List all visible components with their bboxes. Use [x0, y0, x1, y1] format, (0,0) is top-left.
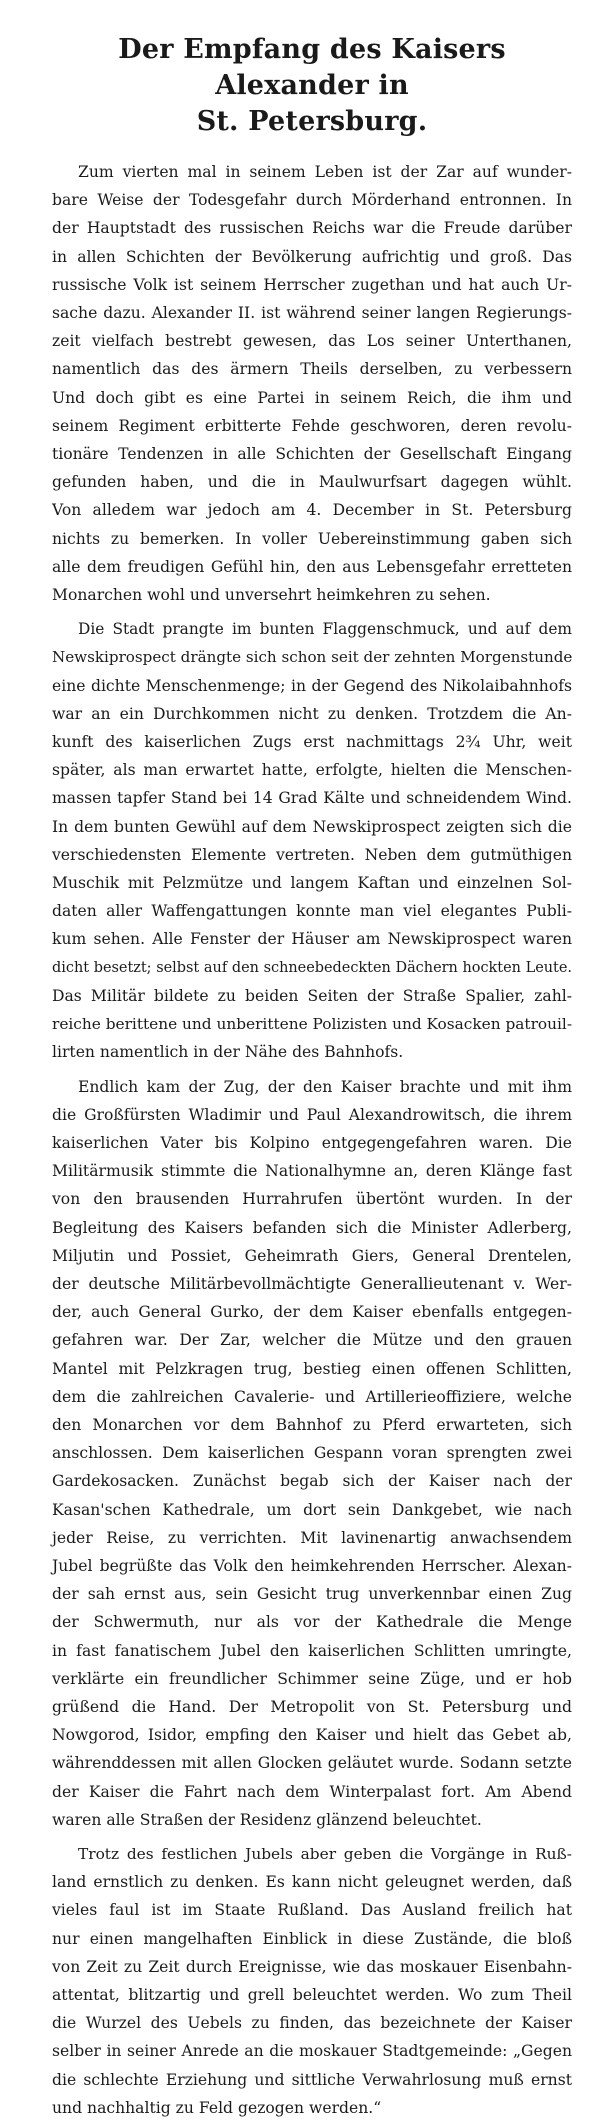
- text-line: Mantel mit Pelzkragen trug, bestieg einen offenen Schlitten,: [52, 1359, 572, 1378]
- text-line: Und doch gibt es eine Partei in seinem Reich, die ihm und: [52, 388, 572, 407]
- text-line: in fast fanatischem Jubel den kaiserlichen Schlitten umringte,: [52, 1641, 572, 1660]
- text-line: Die Stadt prangte im bunten Flaggenschmuck, und auf dem: [78, 620, 572, 639]
- text-line: kunft des kaiserlichen Zugs erst nachmittags 2¾ Uhr, weit: [52, 733, 572, 752]
- text-line: war an ein Durchkommen nicht zu denken. Trotzdem die An-: [52, 704, 572, 723]
- text-line: reiche berittene und unberittene Polizisten und Kosacken patrouil-: [52, 1015, 572, 1034]
- text-line: grüßend die Hand. Der Metropolit von St. Petersburg und: [52, 1697, 572, 1716]
- text-line: seinem Regiment erbitterte Fehde geschworen, deren revolu-: [52, 416, 572, 435]
- text-line: alle dem freudigen Gefühl hin, den aus Lebensgefahr erretteten: [52, 557, 572, 576]
- text-line: Von alledem war jedoch am 4. December in St. Petersburg: [52, 501, 572, 520]
- text-line: bare Weise der Todesgefahr durch Mörderhand entronnen. In: [52, 191, 572, 210]
- text-line: die Großfürsten Wladimir und Paul Alexandrowitsch, die ihrem: [52, 1105, 572, 1124]
- text-line: die Wurzel des Uebels zu finden, das bezeichnete der Kaiser: [52, 2014, 572, 2033]
- text-line: land ernstlich zu denken. Es kann nicht geleugnet werden, daß: [52, 1873, 572, 1892]
- text-line: währenddessen mit allen Glocken geläutet wurde. Sodann setzte: [52, 1754, 572, 1773]
- text-line: nur einen mangelhaften Einblick in diese Zustände, die bloß: [52, 1929, 572, 1948]
- text-line: jeder Reise, zu verrichten. Mit lavinenartig anwachsendem: [52, 1528, 572, 1547]
- text-line: tionäre Tendenzen in alle Schichten der Gesellschaft Eingang: [52, 445, 572, 464]
- text-line: in allen Schichten der Bevölkerung aufrichtig und groß. Das: [52, 247, 572, 266]
- text-line: Endlich kam der Zug, der den Kaiser brachte und mit ihm: [78, 1077, 572, 1096]
- text-line: kum sehen. Alle Fenster der Häuser am Newskiprospect waren: [52, 930, 572, 949]
- title-line: Der Empfang des Kaisers Alexander in: [118, 34, 506, 101]
- text-line: Das Militär bildete zu beiden Seiten der Straße Spalier, zahl-: [52, 986, 572, 1005]
- text-line: dicht besetzt; selbst auf den schneebedeckten Dächern hockten Leute.: [52, 959, 572, 976]
- text-line: von den brausenden Hurrahrufen übertönt wurden. In der: [52, 1190, 572, 1209]
- text-line: Monarchen wohl und unversehrt heimkehren zu sehen.: [52, 586, 491, 605]
- article-paragraph: [52, 615, 572, 1066]
- text-line: In dem bunten Gewühl auf dem Newskiprospect zeigten sich die: [52, 817, 572, 836]
- text-line: Jubel begrüßte das Volk den heimkehrenden Herrscher. Alexan-: [52, 1556, 572, 1575]
- text-line: Kasan'schen Kathedrale, um dort sein Dankgebet, wie nach: [52, 1500, 572, 1519]
- text-line: nichts zu bemerken. In voller Uebereinstimmung gaben sich: [52, 529, 572, 548]
- text-line: von Zeit zu Zeit durch Ereignisse, wie das moskauer Eisenbahn-: [52, 1957, 572, 1976]
- text-line: Gardekosacken. Zunächst begab sich der Kaiser nach der: [52, 1472, 572, 1491]
- article-body: [52, 158, 572, 2122]
- article-paragraph: [52, 1840, 572, 2122]
- text-line: massen tapfer Stand bei 14 Grad Kälte und schneidendem Wind.: [52, 789, 572, 808]
- text-line: Militärmusik stimmte die Nationalhymne an, deren Klänge fast: [52, 1162, 572, 1181]
- text-line: Newskiprospect drängte sich schon seit der zehnten Morgenstunde: [52, 648, 573, 667]
- text-line: daten aller Waffengattungen konnte man viel elegantes Publi-: [52, 902, 572, 921]
- text-line: eine dichte Menschenmenge; in der Gegend des Nikolaibahnhofs: [52, 676, 572, 695]
- text-line: zeit vielfach bestrebt gewesen, das Los seiner Unterthanen,: [52, 332, 572, 351]
- text-line: selber in seiner Anrede an die moskauer Stadtgemeinde: „Gegen: [52, 2042, 572, 2061]
- text-line: gefahren war. Der Zar, welcher die Mütze und den grauen: [52, 1331, 572, 1350]
- text-line: der sah ernst aus, sein Gesicht trug unverkennbar einen Zug: [52, 1585, 572, 1604]
- text-line: gefunden haben, und die in Maulwurfsart dagegen wühlt.: [52, 473, 572, 492]
- text-line: der, auch General Gurko, der dem Kaiser ebenfalls entgegen-: [52, 1303, 572, 1322]
- text-line: anschlossen. Dem kaiserlichen Gespann voran sprengten zwei: [52, 1444, 572, 1463]
- text-line: verklärte ein freundlicher Schimmer seine Züge, und er hob: [52, 1669, 572, 1688]
- text-line: der Schwermuth, nur als vor der Kathedrale die Menge: [52, 1613, 572, 1632]
- title-line: St. Petersburg.: [196, 106, 428, 137]
- text-line: der deutsche Militärbevollmächtigte Generallieutenant v. Wer-: [52, 1274, 572, 1293]
- text-line: Muschik mit Pelzmütze und langem Kaftan und einzelnen Sol-: [52, 874, 572, 893]
- text-line: attentat, blitzartig und grell beleuchtet werden. Wo zum Theil: [52, 1986, 572, 2004]
- text-line: die schlechte Erziehung und sittliche Verwahrlosung muß ernst: [52, 2070, 572, 2089]
- text-line: Begleitung des Kaisers befanden sich die Minister Adlerberg,: [52, 1218, 572, 1237]
- article-paragraph: [52, 1073, 572, 1834]
- text-line: russische Volk ist seinem Herrscher zugethan und hat auch Ur-: [52, 275, 572, 294]
- text-line: waren alle Straßen der Residenz glänzend beleuchtet.: [52, 1810, 482, 1829]
- text-line: sache dazu. Alexander II. ist während seiner langen Regierungs-: [52, 304, 572, 323]
- text-line: später, als man erwartet hatte, erfolgte, hielten die Menschen-: [52, 761, 572, 780]
- text-line: der Kaiser die Fahrt nach dem Winterpalast fort. Am Abend: [52, 1782, 572, 1801]
- text-line: kaiserlichen Vater bis Kolpino entgegengefahren waren. Die: [52, 1133, 572, 1152]
- text-line: Miljutin und Possiet, Geheimrath Giers, General Drentelen,: [52, 1246, 572, 1265]
- text-line: Nowgorod, Isidor, empfing den Kaiser und hielt das Gebet ab,: [52, 1726, 572, 1745]
- text-line: der Hauptstadt des russischen Reichs war die Freude darüber: [52, 219, 572, 238]
- text-line: namentlich das des ärmern Theils derselben, zu verbessern: [52, 360, 572, 379]
- text-line: lirten namentlich in der Nähe des Bahnhofs.: [52, 1043, 404, 1062]
- text-line: den Monarchen vor dem Bahnhof zu Pferd erwarteten, sich: [52, 1415, 572, 1434]
- text-line: Trotz des festlichen Jubels aber geben die Vorgänge in Ruß-: [78, 1844, 572, 1863]
- article-title: [52, 32, 572, 140]
- text-line: vieles faul ist im Staate Rußland. Das Ausland freilich hat: [52, 1901, 572, 1920]
- text-line: dem die zahlreichen Cavalerie- und Artillerieoffiziere, welche: [52, 1387, 572, 1406]
- text-line: Zum vierten mal in seinem Leben ist der Zar auf wunder-: [78, 163, 572, 181]
- article-paragraph: [52, 158, 572, 609]
- text-line: verschiedensten Elemente vertreten. Neben dem gutmüthigen: [52, 845, 572, 864]
- text-line: und nachhaltig zu Feld gezogen werden.“: [52, 2098, 382, 2117]
